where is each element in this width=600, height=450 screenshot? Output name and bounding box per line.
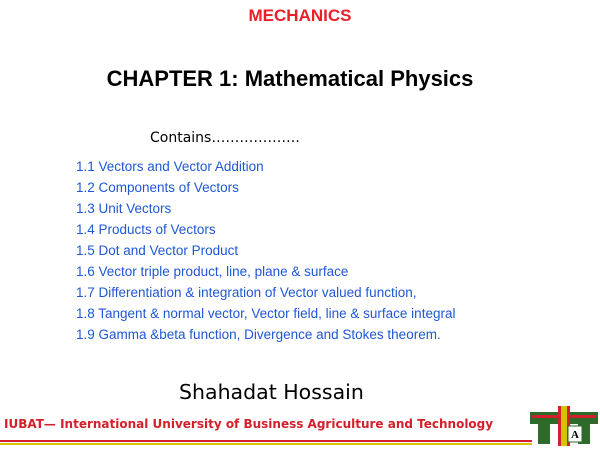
topic-item: 1.7 Differentiation & integration of Vector valued function, <box>76 285 417 300</box>
topic-item: 1.3 Unit Vectors <box>76 201 172 216</box>
topic-item: 1.2 Components of Vectors <box>76 180 239 195</box>
footer-rule-yellow <box>0 443 532 445</box>
author-name: Shahadat Hossain <box>179 380 364 404</box>
contains-label: Contains………………. <box>150 130 300 146</box>
topic-item: 1.5 Dot and Vector Product <box>76 243 239 258</box>
chapter-title: CHAPTER 1: Mathematical Physics <box>106 66 474 91</box>
topic-item: 1.8 Tangent & normal vector, Vector field, line & surface integral <box>76 306 456 321</box>
footer-university: IUBAT— International University of Business Agriculture and Technology <box>4 417 494 431</box>
topic-item: 1.4 Products of Vectors <box>76 222 216 237</box>
course-title: MECHANICS <box>248 6 352 25</box>
topic-list <box>76 159 476 348</box>
svg-text:A: A <box>571 429 579 441</box>
iubat-logo <box>528 404 600 448</box>
footer-rule-red <box>0 440 532 442</box>
topic-item: 1.6 Vector triple product, line, plane & surface <box>76 264 349 279</box>
topic-item: 1.9 Gamma &beta function, Divergence and Stokes theorem. <box>76 327 441 342</box>
topic-item: 1.1 Vectors and Vector Addition <box>76 159 264 174</box>
